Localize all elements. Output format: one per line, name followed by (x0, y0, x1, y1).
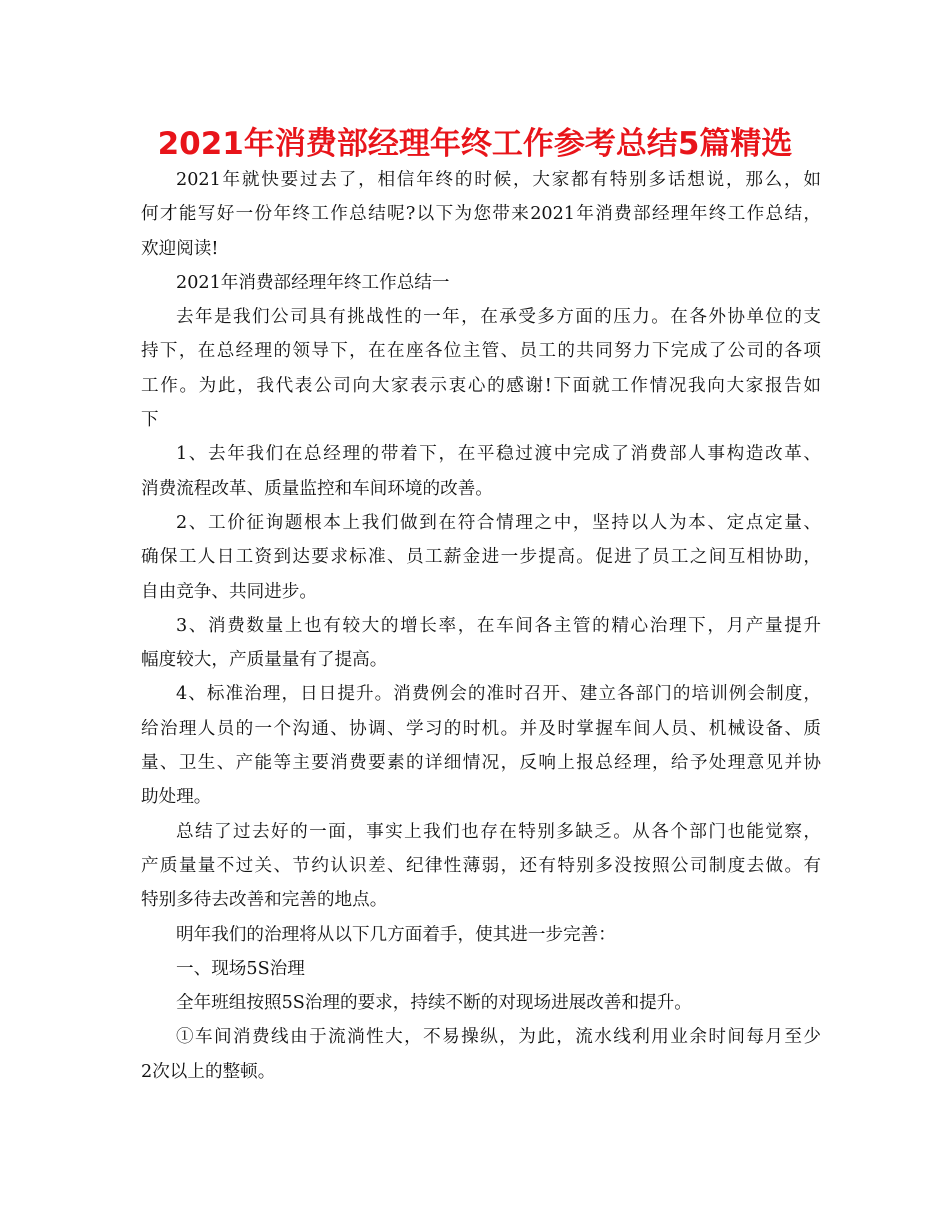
body-text-line: 特别多待去改善和完善的地点。 (141, 890, 388, 911)
body-text-line: 4、标准治理，日日提升。消费例会的准时召开、建立各部门的培训例会制度， (176, 684, 821, 705)
body-text-line: 一、现场5S治理 (176, 958, 305, 979)
document-title: 2021年消费部经理年终工作参考总结5篇精选 (157, 126, 793, 162)
body-text-line: 自由竞争、共同进步。 (141, 581, 317, 602)
body-text-line: 2、工价征询题根本上我们做到在符合情理之中，坚持以人为本、定点定量、 (176, 512, 821, 533)
body-text-line: 2次以上的整顿。 (141, 1061, 276, 1082)
document-body (141, 163, 821, 1089)
body-text-line: 消费流程改革、质量监控和车间环境的改善。 (141, 478, 493, 499)
body-text-line: 去年是我们公司具有挑战性的一年，在承受多方面的压力。在各外协单位的支 (176, 307, 821, 328)
body-text-line: 2021年消费部经理年终工作总结一 (176, 272, 450, 293)
body-text-line: 产质量量不过关、节约认识差、纪律性薄弱，还有特别多没按照公司制度去做。有 (141, 855, 821, 876)
body-text-line: 明年我们的治理将从以下几方面着手，使其进一步完善： (176, 924, 616, 945)
body-text-line: 下 (141, 410, 159, 431)
body-text-line: 工作。为此，我代表公司向大家表示衷心的感谢!下面就工作情况我向大家报告如 (141, 375, 821, 396)
body-text-line: 欢迎阅读! (141, 238, 219, 259)
body-text-line: 全年班组按照5S治理的要求，持续不断的对现场进展改善和提升。 (176, 993, 692, 1014)
body-text-line: 持下，在总经理的领导下，在在座各位主管、员工的共同努力下完成了公司的各项 (141, 341, 821, 362)
body-text-line: 量、卫生、产能等主要消费要素的详细情况，反响上报总经理，给予处理意见并协 (141, 753, 821, 774)
body-text-line: 1、去年我们在总经理的带着下，在平稳过渡中完成了消费部人事构造改革、 (176, 444, 821, 465)
body-text-line: 助处理。 (141, 787, 212, 808)
body-text-line: 何才能写好一份年终工作总结呢?以下为您带来2021年消费部经理年终工作总结， (141, 204, 821, 225)
body-text-line: 3、消费数量上也有较大的增长率，在车间各主管的精心治理下，月产量提升 (176, 615, 821, 636)
body-text-line: 给治理人员的一个沟通、协调、学习的时机。并及时掌握车间人员、机械设备、质 (141, 718, 821, 739)
body-text-line: ①车间消费线由于流淌性大，不易操纵，为此，流水线利用业余时间每月至少 (176, 1027, 821, 1048)
body-text-line: 确保工人日工资到达要求标准、员工薪金进一步提高。促进了员工之间互相协助， (141, 547, 821, 568)
body-text-line: 幅度较大，产质量量有了提高。 (141, 650, 388, 671)
body-text-line: 2021年就快要过去了，相信年终的时候，大家都有特别多话想说，那么，如 (176, 170, 821, 190)
body-text-line: 总结了过去好的一面，事实上我们也存在特别多缺乏。从各个部门也能觉察， (176, 821, 821, 842)
